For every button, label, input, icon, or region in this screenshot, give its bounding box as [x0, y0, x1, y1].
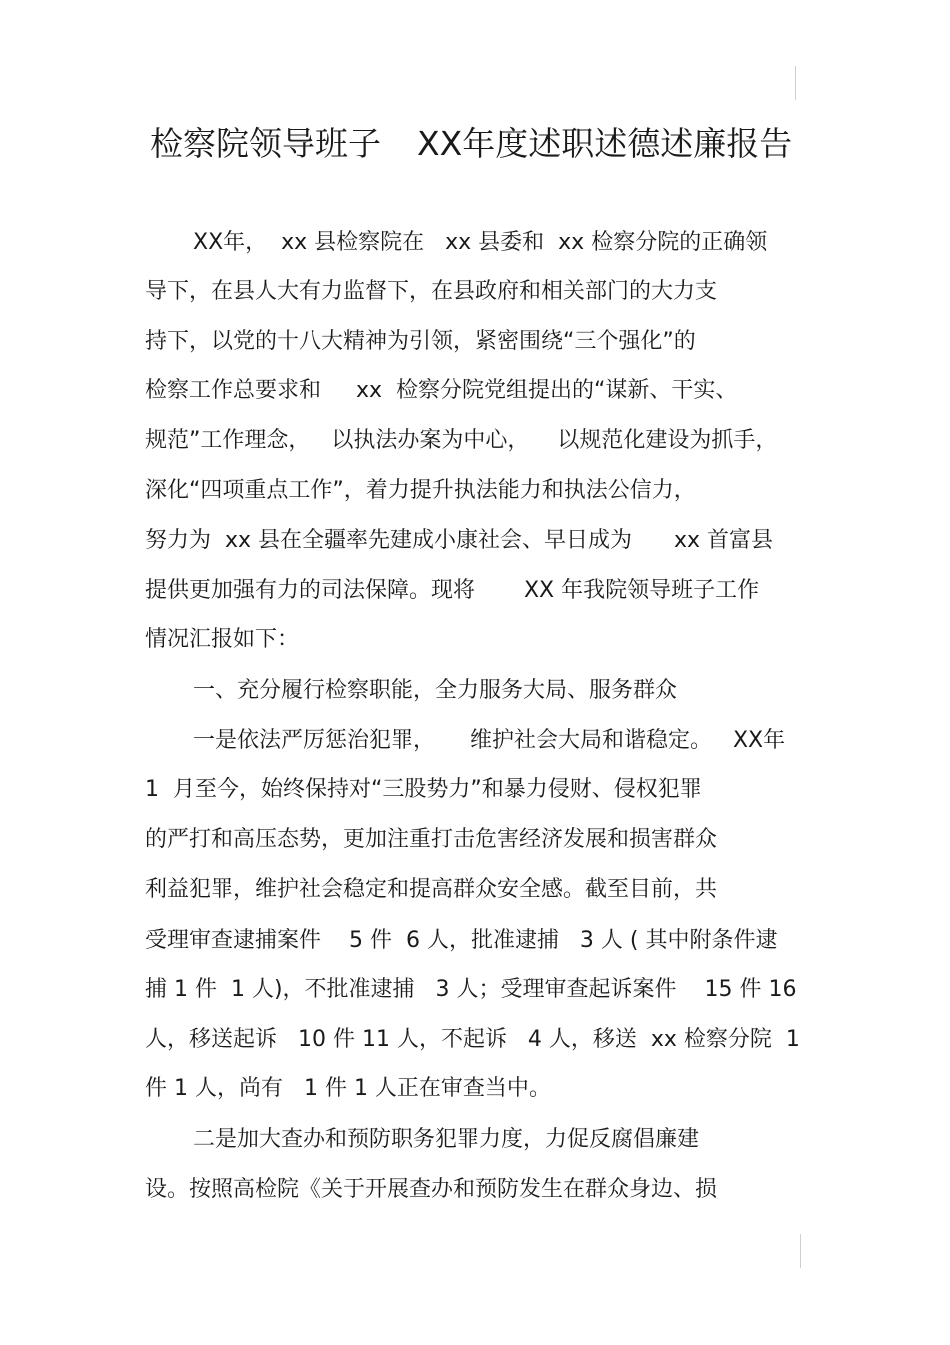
text-line: 努力为 xx 县在全疆率先建成小康社会、早日成为 xx 首富县 — [145, 528, 774, 553]
text-line: 持下，以党的十八大精神为引领，紧密围绕“三个强化”的 — [145, 329, 696, 354]
page-corner-mark-top — [795, 66, 796, 100]
text-line: 件 1 人，尚有 1 件 1 人正在审查当中。 — [145, 1076, 551, 1101]
text-line: 受理审查逮捕案件 5 件 6 人，批准逮捕 3 人 ( 其中附条件逮 — [145, 928, 778, 953]
text-line: 二是加大查办和预防职务犯罪力度，力促反腐倡廉建 — [193, 1127, 700, 1152]
section-heading: 一、充分履行检察职能，全力服务大局、服务群众 — [193, 678, 678, 703]
text-line: 深化“四项重点工作”，着力提升执法能力和执法公信力， — [145, 478, 696, 503]
text-line: 捕 1 件 1 人)，不批准逮捕 3 人；受理审查起诉案件 15 件 16 — [145, 977, 797, 1002]
text-line: 规范”工作理念， 以执法办案为中心， 以规范化建设为抓手， — [145, 428, 778, 453]
text-line: 提供更加强有力的司法保障。现将 XX 年我院领导班子工作 — [145, 578, 760, 603]
text-line: 的严打和高压态势，更加注重打击危害经济发展和损害群众 — [145, 827, 718, 852]
page-corner-mark-bottom — [800, 1234, 801, 1268]
text-line: 人，移送起诉 10 件 11 人，不起诉 4 人，移送 xx 检察分院 1 — [145, 1027, 800, 1052]
text-line: 情况汇报如下： — [145, 627, 300, 652]
title-part-2: XX年度述职述德述廉报告 — [417, 124, 793, 163]
text-line: 导下，在县人大有力监督下，在县政府和相关部门的大力支 — [145, 279, 718, 304]
text-line: 一是依法严厉惩治犯罪， 维护社会大局和谐稳定。 XX年 — [193, 728, 786, 753]
text-line: 利益犯罪，维护社会稳定和提高群众安全感。截至目前，共 — [145, 877, 718, 902]
title-part-1: 检察院领导班子 — [150, 124, 381, 163]
text-line: 1 月至今，始终保持对“三股势力”和暴力侵财、侵权犯罪 — [145, 777, 702, 802]
document-title — [150, 122, 850, 166]
text-line: 检察工作总要求和 xx 检察分院党组提出的“谋新、干实、 — [145, 378, 738, 403]
text-line: 设。按照高检院《关于开展查办和预防发生在群众身边、损 — [145, 1177, 718, 1202]
text-line: XX年， xx 县检察院在 xx 县委和 xx 检察分院的正确领 — [193, 230, 768, 255]
